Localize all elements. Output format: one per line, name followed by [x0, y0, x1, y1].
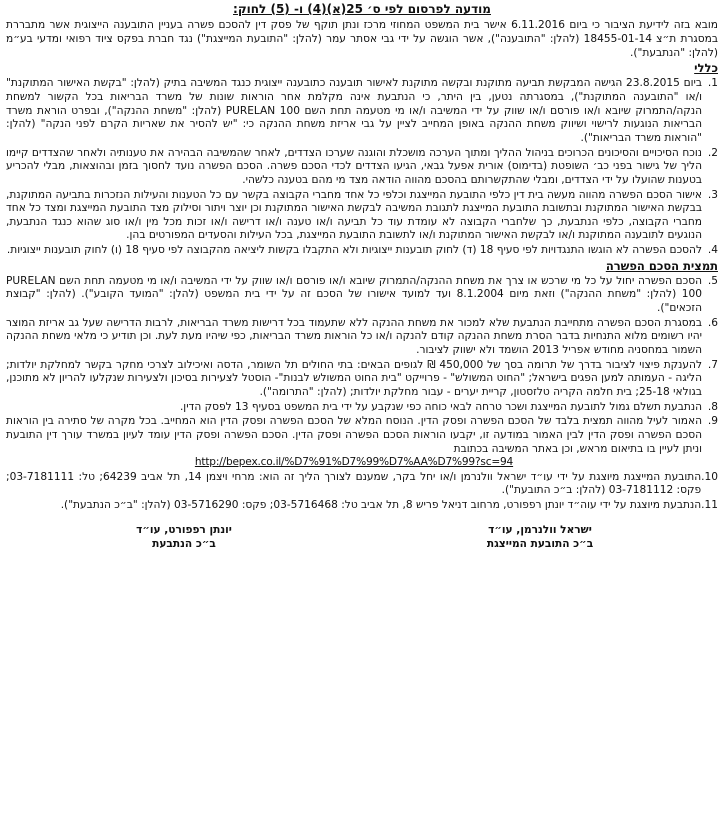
clause-item	[6, 401, 718, 415]
clause-number: 9.	[707, 415, 718, 428]
section-heading-general: כללי	[694, 61, 718, 76]
clause-text: הנתבעת מיוצגת על ידי עוה״ד יונתן רפפורט, מרחוב דניאל פריש 8, תל אביב טל: 03-5716468; פקס: 03-5716290 (להלן: "ב״כ הנתבעת").	[60, 499, 702, 512]
clause-item	[6, 471, 718, 498]
clause-text: האמור לעיל מהווה תמצית בלבד של הסכם הפשרה ופסק הדין. הנוסח המלא של הסכם הפשרה ופסק הדין הוא המחייב. בכל מקרה של סתירה בין הוראות הסכם הפשרה ופסק הדין לבין האמור במודעה זו, יקבעו הוראות הסכם הפשרה ופסק הדין. הסכם הפשרה ופסק הדין עומד לעיון במשרד עורך דין התובעת וניתן לעיין בו בתיאום מראש, וכן באתר המשיבה בכתובת	[6, 415, 702, 455]
clause-number: 2.	[707, 146, 718, 159]
signature-role: ב״כ התובעת המייצגת	[486, 538, 594, 551]
clause-text: הסכם הפשרה יחול על כל מי שרכש או צרך את משחת ההנקה/התמרוק שיובא ו/או פורסם ו/או שווק על ידי המשיבה ו/או מי מטעמה תחת השם PURELAN 100 (להלן: "משחת ההנקה") וזאת מיום 8.1.2004 ועד למועד אישורו של הסכם זה על ידי בית המשפט (להלן: "המועד הקובע"). (להלן: "קבוצת הזכאים").	[6, 274, 702, 314]
clause-item	[6, 415, 718, 470]
clause-item	[6, 317, 718, 358]
clause-text: אישור הסכם הפשרה מהווה מעשה בית דין כלפי התובעת המייצגת וכלפי כל אחד מחברי הקבוצה בקשר עם כל הטענות והעילות הנזכרות בתביעה המתוקנת, בבקשת האישור המתוקנת ובתשובת התובעת המייצגת לתגובת המשיבה לבקשת האישור המתוקנת וכן יוצר ויתור וסילוק מצד התובעת המייצגת ומצד כל אחד מחברי הקבוצה, כלפי הנתבעת, כך שלחברי הקבוצה לא עומדת עוד כל תביעה ו/או טענה ו/או דרישה ו/או זכות מכל מין ו/או סוג שהוא כנגד הנתבעת, הנוגעים לתובענה המתוקנת ו/או לבקשת האישור המתוקנת ו/או לתשובת התובעת המייצגת, בכל העילות והסעדים המפורטים בהן.	[6, 188, 702, 242]
clause-number: 8.	[707, 400, 718, 413]
clause-text: להענקת פיצוי לציבור בדרך של תרומה בסך של 450,000 ₪ לגופים הבאים: בתי החולים תל השומר, הדסה ואיכילוב לצרכי מחקר בקשר למחלקת יולדות; הליגה - העמותה למען הפגים בישראל; "החוט המשולש" - פרוייקט "בית החוט המשולש לבנות"- הוסטל לצעירות בסיכון ולצעירות שנקלעו להריון לא מתוכנן, בגולאי 25-18; בית חלמה הקריה טלזסטון, קריית יערים - עבור מחלקת יולדות; (להלן: "התרומה").	[6, 358, 702, 398]
notice-intro: מובא בזה לידיעת הציבור כי ביום 6.11.2016 אישר בית המשפט המחוזי מרכז ונתן תוקף של פסק דין להסכם פשרה בעניין התובענה הייצוגית אשר מתבררת במסגרת ת״צ 18455-01-14 (להלן: "התובענה"), אשר הוגשה על ידי גבי אסתר עמר (להלן: "התובעת המייצגת") נגד חברת בפקס ציוד רפואי ומדעי בע״מ (להלן: "הנתבעת").	[6, 19, 719, 59]
clause-number: 11.	[701, 499, 718, 512]
clause-text: במסגרת הסכם הפשרה מתחייבת הנתבעת שלא למכור את משחת ההנקה ללא שתעמוד בכל דרישות משרד הבריאות, לרבות הדרישה שעל גב אריזת המוצר יהיו רשומים מלוא התנחיות בדבר הסרת משחת ההנקה קודם להנקה ו/או כל הוראות משרד הבריאות, כפי שיהיו מעת לעת. וכן תודיע כי מלאי משחת ההנקה השמור במחסניה מחודש אפריל 2013 הושמד ולא ישווק לציבור.	[6, 316, 702, 356]
clause-number: 3.	[707, 188, 718, 201]
clause-text: להסכם הפשרה לא הוגשו התנגדויות לפי סעיף 18 (ד) לחוק תובענות ייצוגיות ולא התקבלו בקשות ליציאה מהקבוצה לפי סעיף 18 (ו) לחוק תובענות ייצוגיות.	[6, 244, 702, 257]
notice-title: מודעה לפרסום לפי ס׳ 25(א)(4) ו- (5) לחוק:	[233, 2, 491, 16]
settlement-items	[6, 275, 718, 513]
signatures	[6, 523, 718, 552]
signature-name: ישראל וולנרמן, עו״ד	[488, 523, 592, 536]
clause-item	[6, 77, 718, 145]
clause-number: 1.	[707, 77, 718, 90]
clause-item	[6, 359, 718, 400]
clause-number: 7.	[707, 358, 718, 371]
signature-name: יונתן רפפורט, עו״ד	[136, 523, 232, 536]
clause-number: 6.	[707, 316, 718, 329]
clause-item	[6, 244, 718, 258]
clause-item	[6, 147, 718, 188]
clause-text: נוכח הסיכויים והסיכונים הכרוכים בניהול ההליך ומתוך הערכה מושכלת והוגנה שערכו הצדדים, לאחר שהמשיבה הבהירה את טענותיה ולאחר שהצדדים קיימו הליך של גישור בפני כב׳ השופטת (בדימוס) אורית אפעל גבאי, הגיעו הצדדים לכדי הסכם פשרה. הסכם הפשרה נועד לחסוך בזמן ובהוצאות, מבלי להכריע בטענות שהועלו על ידי הצדדים, ומבלי שהתקשרותם בהסכם מהווה הודאה מצד מי מהם בטענה כלשהי.	[6, 146, 702, 186]
clause-item	[6, 499, 718, 513]
clause-item	[6, 275, 718, 316]
clause-number: 4.	[707, 244, 718, 257]
clause-text: התובעת המייצגת מיוצגת על ידי עו״ד ישראל וולנרמן ו/או יחל בקר, שמענם לצורך הליך זה הוא: מרחי ויצמן 14, תל אביב 64239; טל: 03-7181111; פקס: 03-7181112 (להלן: ב״כ התובעת").	[6, 470, 702, 497]
signature-block-plaintiff	[380, 523, 700, 552]
signature-role: ב״כ הנתבעת	[152, 538, 216, 551]
signature-block-defendant	[24, 523, 344, 552]
website-link[interactable]: http://bepex.co.il/%D7%91%D7%99%D7%AA%D7%99?sc=94	[194, 456, 514, 469]
clause-number: 5.	[707, 274, 718, 287]
clause-number: 10.	[701, 470, 718, 483]
clause-text: ביום 23.8.2015 הגישה המבקשת תביעה מתוקנת ובקשה מתוקנת לאישור תובענה כתובענה ייצוגית כנגד המשיבה בתיק (להלן: "בקשת האישור המתוקנת" ו/או "התובענה המתוקנת"), במסגרתה נטען, בין היתר, כי הנתבעת אינה מקלמת אחר הוראות שונות של משרד הבריאות בכל הקשור למשחת הנקה/התמרוק שיובא ו/או פורסם ו/או שווק על ידי המשיבה ו/או מי מטעמה תחת השם PURELAN 100 (להלן: "משחת ההנקה"), ובפרט הוראת משרד הבריאות הנוגעות לרישוי ושיווק משחת ההנקה באופן המחייב לציין על גבי אריזת משחת ההנקה כי: "יש להסיר את שאריות הקרם לפני הנקה" (להלן: "הוראות משרד הבריאות").	[6, 77, 703, 144]
general-items	[6, 77, 718, 258]
section-heading-settlement: תמצית הסכם הפשרה	[605, 258, 718, 273]
clause-item	[6, 189, 718, 244]
clause-text: הנתבעת תשלם גמול לתובעת המייצגת ושכר טרחה לבאי כוחה כפי שנקבע על ידי בית המשפט בסעיף 13 לפסק הדין.	[179, 400, 702, 413]
